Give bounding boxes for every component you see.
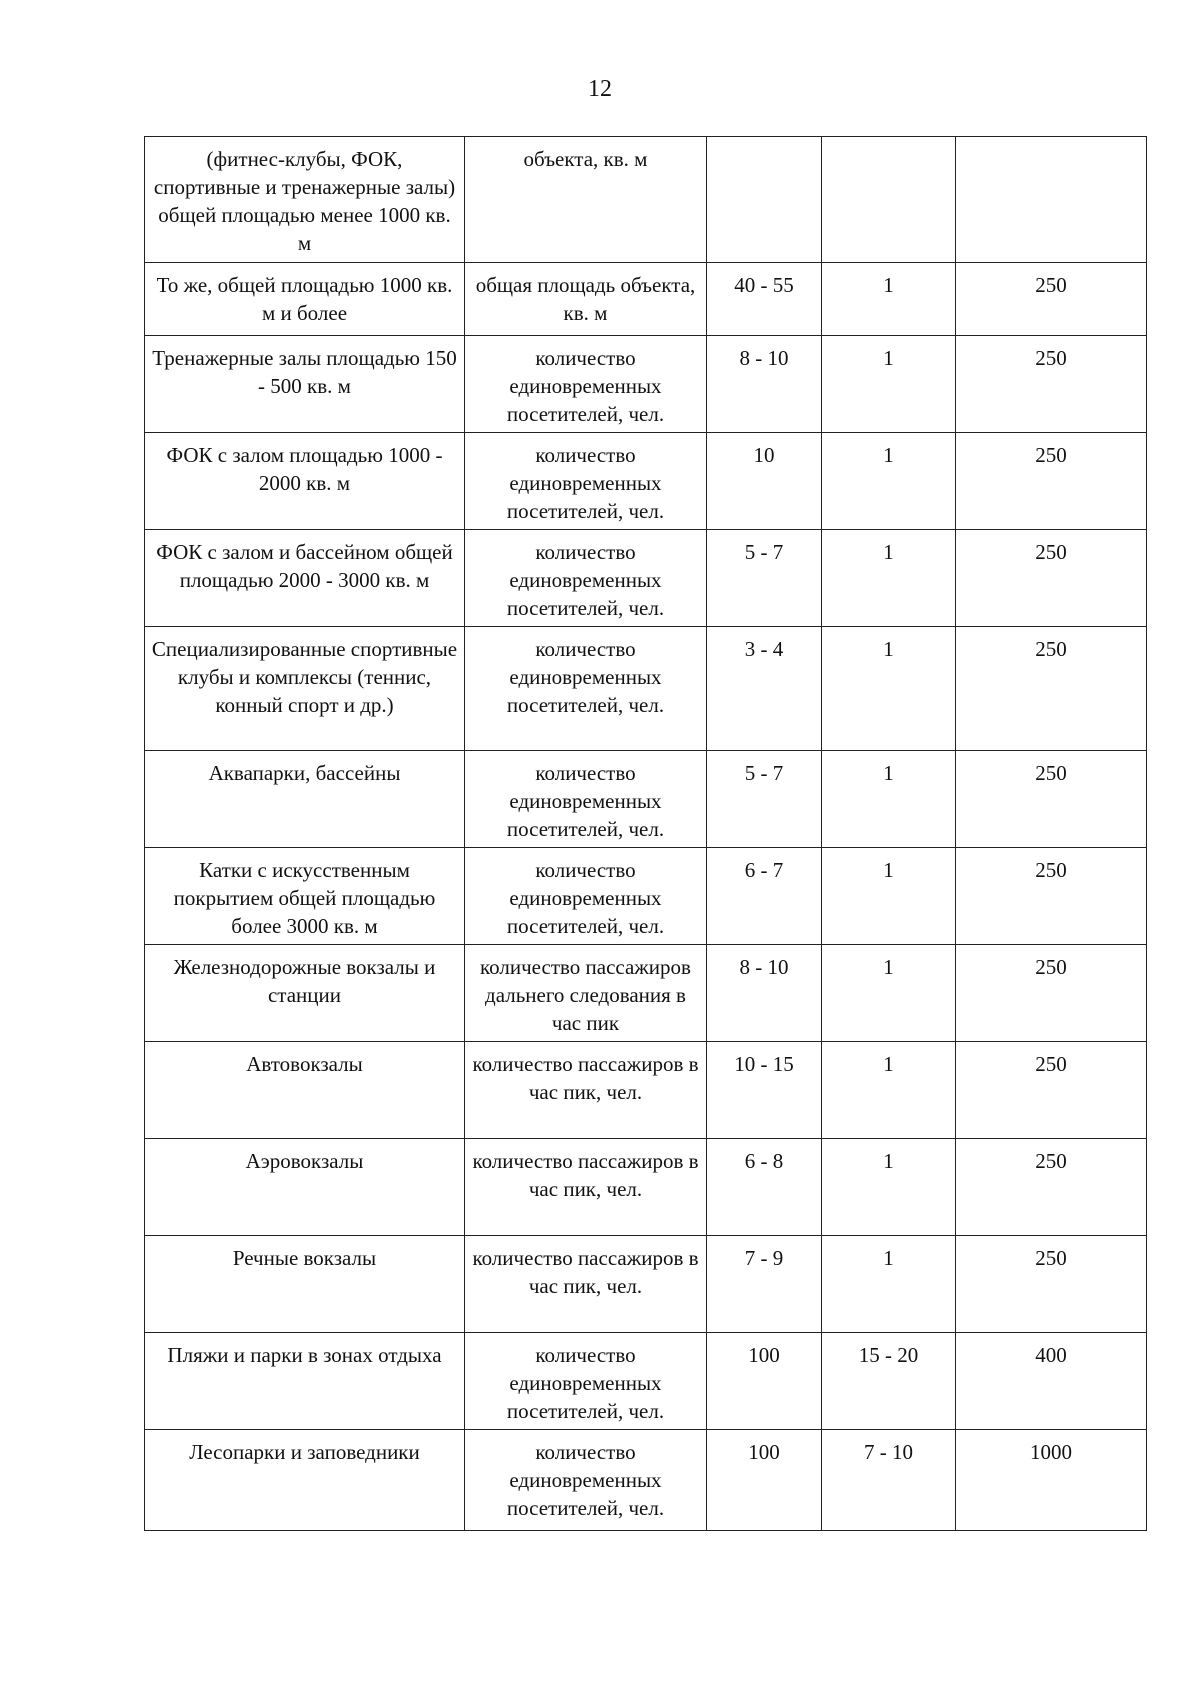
value-cell-4: 1: [822, 1042, 956, 1139]
table-row: [145, 627, 1147, 751]
value-cell-4: [822, 137, 956, 263]
value-cell-3: 6 - 7: [707, 848, 822, 945]
calc-unit-cell: количество пассажиров в час пик, чел.: [465, 1236, 707, 1333]
value-cell-4: 1: [822, 848, 956, 945]
value-cell-4: 15 - 20: [822, 1333, 956, 1430]
value-cell-3: 8 - 10: [707, 336, 822, 433]
value-cell-5: 250: [956, 1042, 1147, 1139]
table-row: [145, 433, 1147, 530]
object-name-cell: (фитнес-клубы, ФОК, спортивные и тренажерные залы) общей площадью менее 1000 кв. м: [145, 137, 465, 263]
calc-unit-cell: количество единовременных посетителей, чел.: [465, 627, 707, 751]
table-row: [145, 137, 1147, 263]
table-row: [145, 1430, 1147, 1531]
object-name-cell: Аквапарки, бассейны: [145, 751, 465, 848]
table-row: [145, 1333, 1147, 1430]
value-cell-5: 250: [956, 530, 1147, 627]
table-row: [145, 1042, 1147, 1139]
calc-unit-cell: количество единовременных посетителей, чел.: [465, 1333, 707, 1430]
calc-unit-cell: количество пассажиров в час пик, чел.: [465, 1139, 707, 1236]
object-name-cell: Автовокзалы: [145, 1042, 465, 1139]
value-cell-4: 1: [822, 263, 956, 336]
value-cell-4: 7 - 10: [822, 1430, 956, 1531]
calc-unit-cell: количество единовременных посетителей, чел.: [465, 530, 707, 627]
value-cell-4: 1: [822, 751, 956, 848]
value-cell-4: 1: [822, 945, 956, 1042]
value-cell-5: 250: [956, 336, 1147, 433]
value-cell-5: 250: [956, 751, 1147, 848]
value-cell-3: 100: [707, 1333, 822, 1430]
calc-unit-cell: количество единовременных посетителей, чел.: [465, 751, 707, 848]
value-cell-5: 250: [956, 263, 1147, 336]
object-name-cell: Катки с искусственным покрытием общей площадью более 3000 кв. м: [145, 848, 465, 945]
table-body: [145, 137, 1147, 1531]
value-cell-3: 10 - 15: [707, 1042, 822, 1139]
value-cell-4: 1: [822, 433, 956, 530]
calc-unit-cell: количество пассажиров в час пик, чел.: [465, 1042, 707, 1139]
value-cell-4: 1: [822, 336, 956, 433]
value-cell-3: 6 - 8: [707, 1139, 822, 1236]
object-name-cell: То же, общей площадью 1000 кв. м и более: [145, 263, 465, 336]
object-name-cell: Лесопарки и заповедники: [145, 1430, 465, 1531]
object-name-cell: ФОК с залом и бассейном общей площадью 2000 - 3000 кв. м: [145, 530, 465, 627]
calc-unit-cell: количество единовременных посетителей, чел.: [465, 1430, 707, 1531]
table-row: [145, 945, 1147, 1042]
table-row: [145, 1139, 1147, 1236]
value-cell-3: 40 - 55: [707, 263, 822, 336]
table-row: [145, 848, 1147, 945]
table-row: [145, 263, 1147, 336]
calc-unit-cell: объекта, кв. м: [465, 137, 707, 263]
object-name-cell: ФОК с залом площадью 1000 - 2000 кв. м: [145, 433, 465, 530]
table-row: [145, 751, 1147, 848]
object-name-cell: Железнодорожные вокзалы и станции: [145, 945, 465, 1042]
calc-unit-cell: количество единовременных посетителей, чел.: [465, 336, 707, 433]
object-name-cell: Речные вокзалы: [145, 1236, 465, 1333]
value-cell-5: [956, 137, 1147, 263]
value-cell-5: 250: [956, 1236, 1147, 1333]
norms-table: [144, 136, 1147, 1531]
object-name-cell: Специализированные спортивные клубы и комплексы (теннис, конный спорт и др.): [145, 627, 465, 751]
value-cell-3: 7 - 9: [707, 1236, 822, 1333]
value-cell-3: 10: [707, 433, 822, 530]
value-cell-5: 250: [956, 433, 1147, 530]
value-cell-4: 1: [822, 530, 956, 627]
value-cell-3: [707, 137, 822, 263]
value-cell-3: 5 - 7: [707, 751, 822, 848]
value-cell-5: 250: [956, 945, 1147, 1042]
value-cell-5: 250: [956, 848, 1147, 945]
value-cell-5: 250: [956, 627, 1147, 751]
value-cell-5: 400: [956, 1333, 1147, 1430]
object-name-cell: Аэровокзалы: [145, 1139, 465, 1236]
object-name-cell: Тренажерные залы площадью 150 - 500 кв. м: [145, 336, 465, 433]
calc-unit-cell: общая площадь объекта, кв. м: [465, 263, 707, 336]
value-cell-3: 5 - 7: [707, 530, 822, 627]
calc-unit-cell: количество единовременных посетителей, чел.: [465, 433, 707, 530]
value-cell-4: 1: [822, 1236, 956, 1333]
value-cell-3: 3 - 4: [707, 627, 822, 751]
value-cell-5: 1000: [956, 1430, 1147, 1531]
value-cell-5: 250: [956, 1139, 1147, 1236]
object-name-cell: Пляжи и парки в зонах отдыха: [145, 1333, 465, 1430]
value-cell-4: 1: [822, 1139, 956, 1236]
table-row: [145, 530, 1147, 627]
table-row: [145, 336, 1147, 433]
value-cell-3: 8 - 10: [707, 945, 822, 1042]
calc-unit-cell: количество пассажиров дальнего следования в час пик: [465, 945, 707, 1042]
calc-unit-cell: количество единовременных посетителей, чел.: [465, 848, 707, 945]
value-cell-3: 100: [707, 1430, 822, 1531]
value-cell-4: 1: [822, 627, 956, 751]
page-number: 12: [588, 76, 612, 102]
table-row: [145, 1236, 1147, 1333]
